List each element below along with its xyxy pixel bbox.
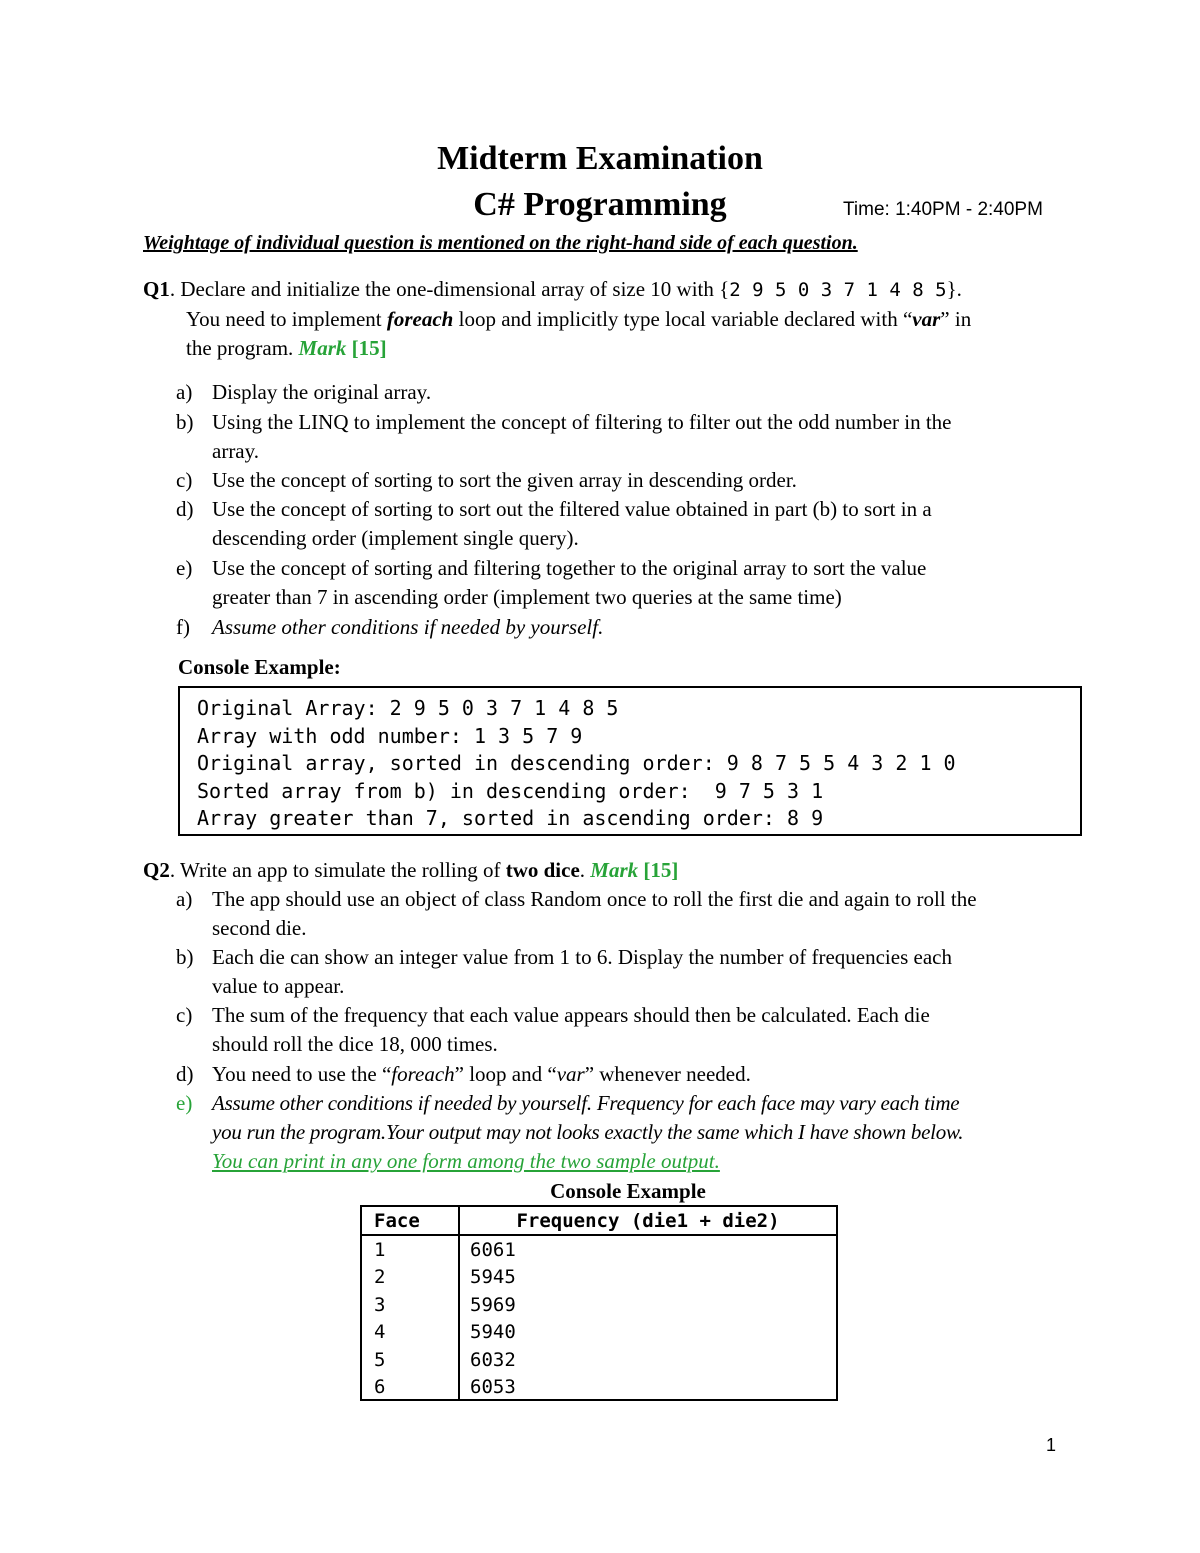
q2-item-c-text-2: should roll the dice 18, 000 times. bbox=[212, 1032, 498, 1056]
q1-item-b-text-2: array. bbox=[212, 439, 260, 463]
q2-line1-text: . Write an app to simulate the rolling of bbox=[169, 858, 506, 882]
q1-item-f-label: f) bbox=[176, 615, 190, 639]
face-cell: 4 bbox=[362, 1319, 459, 1347]
q2-line1-dot: . bbox=[579, 858, 591, 882]
q1-line1-end: }. bbox=[946, 277, 962, 301]
weightage-note: Weightage of individual question is mentioned on the right-hand side of each question. bbox=[143, 232, 858, 254]
q2-item-e-text-3: You can print in any one form among the two sample output. bbox=[212, 1149, 720, 1173]
q2-item-e-text-1: Assume other conditions if needed by yourself. Frequency for each face may vary each time bbox=[212, 1091, 960, 1115]
console-line: Array with odd number: 1 3 5 7 9 bbox=[197, 723, 583, 748]
q2-item-a-label: a) bbox=[176, 887, 193, 911]
q1-mark-value: [15] bbox=[351, 336, 387, 360]
q2-item-d-text bbox=[212, 1062, 751, 1087]
q1-array-values: 2 9 5 0 3 7 1 4 8 5 bbox=[729, 279, 947, 301]
frequency-table bbox=[360, 1205, 838, 1401]
q2-line-1 bbox=[143, 858, 678, 883]
q1-line1-text: . Declare and initialize the one-dimensional array of size 10 with { bbox=[169, 277, 730, 301]
face-cell: 1 bbox=[362, 1235, 459, 1264]
console-line: Original Array: 2 9 5 0 3 7 1 4 8 5 bbox=[197, 696, 619, 720]
q2-item-d-part2: ” loop and “ bbox=[454, 1062, 557, 1086]
frequency-cell: 6053 bbox=[470, 1376, 516, 1399]
q2-item-c-text-1: The sum of the frequency that each value appears should then be calculated. Each die bbox=[212, 1003, 930, 1027]
face-cell: 3 bbox=[362, 1291, 459, 1319]
table-row bbox=[362, 1264, 836, 1292]
q1-item-c-text: Use the concept of sorting to sort the given array in descending order. bbox=[212, 468, 797, 492]
q2-item-a-text-2: second die. bbox=[212, 916, 307, 940]
q2-item-a-text-1: The app should use an object of class Random once to roll the first die and again to roll the bbox=[212, 887, 977, 911]
q2-console-title: Console Example bbox=[550, 1179, 706, 1203]
q2-item-d-label: d) bbox=[176, 1062, 194, 1086]
q1-item-b-text-1: Using the LINQ to implement the concept of filtering to filter out the odd number in the bbox=[212, 410, 952, 434]
q1-line-1 bbox=[143, 277, 962, 302]
q1-var-keyword: var bbox=[912, 307, 941, 331]
q1-line-3 bbox=[186, 336, 387, 361]
table-row bbox=[362, 1291, 836, 1319]
q1-item-d-text-1: Use the concept of sorting to sort out the filtered value obtained in part (b) to sort in a bbox=[212, 497, 932, 521]
q1-mark-word: Mark bbox=[298, 336, 347, 360]
q2-item-b-label: b) bbox=[176, 945, 194, 969]
console-line: Array greater than 7, sorted in ascending order: 8 9 bbox=[197, 806, 824, 830]
q1-item-a-text: Display the original array. bbox=[212, 380, 432, 404]
q1-line2-a: You need to implement bbox=[186, 307, 387, 331]
q1-item-e-label: e) bbox=[176, 556, 193, 580]
q2-item-b-text-1: Each die can show an integer value from 1 to 6. Display the number of frequencies each bbox=[212, 945, 952, 969]
header-face: Face bbox=[362, 1207, 459, 1235]
table-header-row bbox=[362, 1207, 836, 1235]
q1-item-d-label: d) bbox=[176, 497, 194, 521]
q1-line-2 bbox=[186, 307, 971, 332]
console-line: Sorted array from b) in descending order: 9 7 5 3 1 bbox=[197, 778, 824, 803]
q1-line2-c: ” in bbox=[940, 307, 972, 331]
q2-mark-value: [15] bbox=[643, 858, 679, 882]
console-line: Original array, sorted in descending order: 9 8 7 5 5 4 3 2 1 0 bbox=[197, 751, 956, 775]
table-row bbox=[362, 1319, 836, 1347]
face-cell: 5 bbox=[362, 1346, 459, 1374]
table-row bbox=[362, 1374, 836, 1402]
q1-foreach-keyword: foreach bbox=[386, 307, 454, 331]
q2-label: Q2 bbox=[143, 858, 170, 882]
table-row bbox=[362, 1235, 836, 1264]
q1-item-f-text: Assume other conditions if needed by yourself. bbox=[212, 615, 604, 639]
q2-foreach-keyword: foreach bbox=[391, 1062, 455, 1086]
frequency-cell: 5945 bbox=[470, 1266, 516, 1289]
frequency-cell: 5969 bbox=[470, 1293, 516, 1316]
q2-var-keyword: var bbox=[556, 1062, 585, 1086]
q2-item-d-part3: ” whenever needed. bbox=[584, 1062, 751, 1086]
frequency-cell: 5940 bbox=[470, 1321, 516, 1344]
page-number: 1 bbox=[1046, 1435, 1057, 1455]
q1-item-e-text-2: greater than 7 in ascending order (implement two queries at the same time) bbox=[212, 585, 842, 609]
header-frequency: Frequency (die1 + die2) bbox=[459, 1207, 836, 1235]
q1-item-a-label: a) bbox=[176, 380, 193, 404]
q1-console-box bbox=[178, 686, 1082, 836]
q2-two-dice: two dice bbox=[505, 858, 580, 882]
q1-console-title: Console Example: bbox=[178, 655, 341, 679]
page-title: Midterm Examination bbox=[437, 140, 763, 177]
table-row bbox=[362, 1346, 836, 1374]
frequency-cell: 6032 bbox=[470, 1348, 516, 1371]
q1-item-c-label: c) bbox=[176, 468, 193, 492]
q2-item-b-text-2: value to appear. bbox=[212, 974, 345, 998]
page-subtitle: C# Programming bbox=[473, 186, 727, 223]
q1-item-e-text-1: Use the concept of sorting and filtering together to the original array to sort the value bbox=[212, 556, 927, 580]
exam-time: Time: 1:40PM - 2:40PM bbox=[843, 199, 1043, 220]
q2-item-e-label: e) bbox=[176, 1091, 193, 1115]
q1-line2-b: loop and implicitly type local variable declared with “ bbox=[453, 307, 913, 331]
face-cell: 2 bbox=[362, 1264, 459, 1292]
frequency-cell: 6061 bbox=[470, 1238, 516, 1261]
q2-item-e-text-2: you run the program.Your output may not looks exactly the same which I have shown below. bbox=[212, 1120, 964, 1144]
q2-item-c-label: c) bbox=[176, 1003, 193, 1027]
q1-label: Q1 bbox=[143, 277, 170, 301]
q2-item-d-part1: You need to use the “ bbox=[212, 1062, 392, 1086]
q1-item-d-text-2: descending order (implement single query). bbox=[212, 526, 579, 550]
q2-mark-word: Mark bbox=[590, 858, 639, 882]
q1-line3-text: the program. bbox=[186, 336, 299, 360]
face-cell: 6 bbox=[362, 1374, 459, 1402]
q1-item-b-label: b) bbox=[176, 410, 194, 434]
